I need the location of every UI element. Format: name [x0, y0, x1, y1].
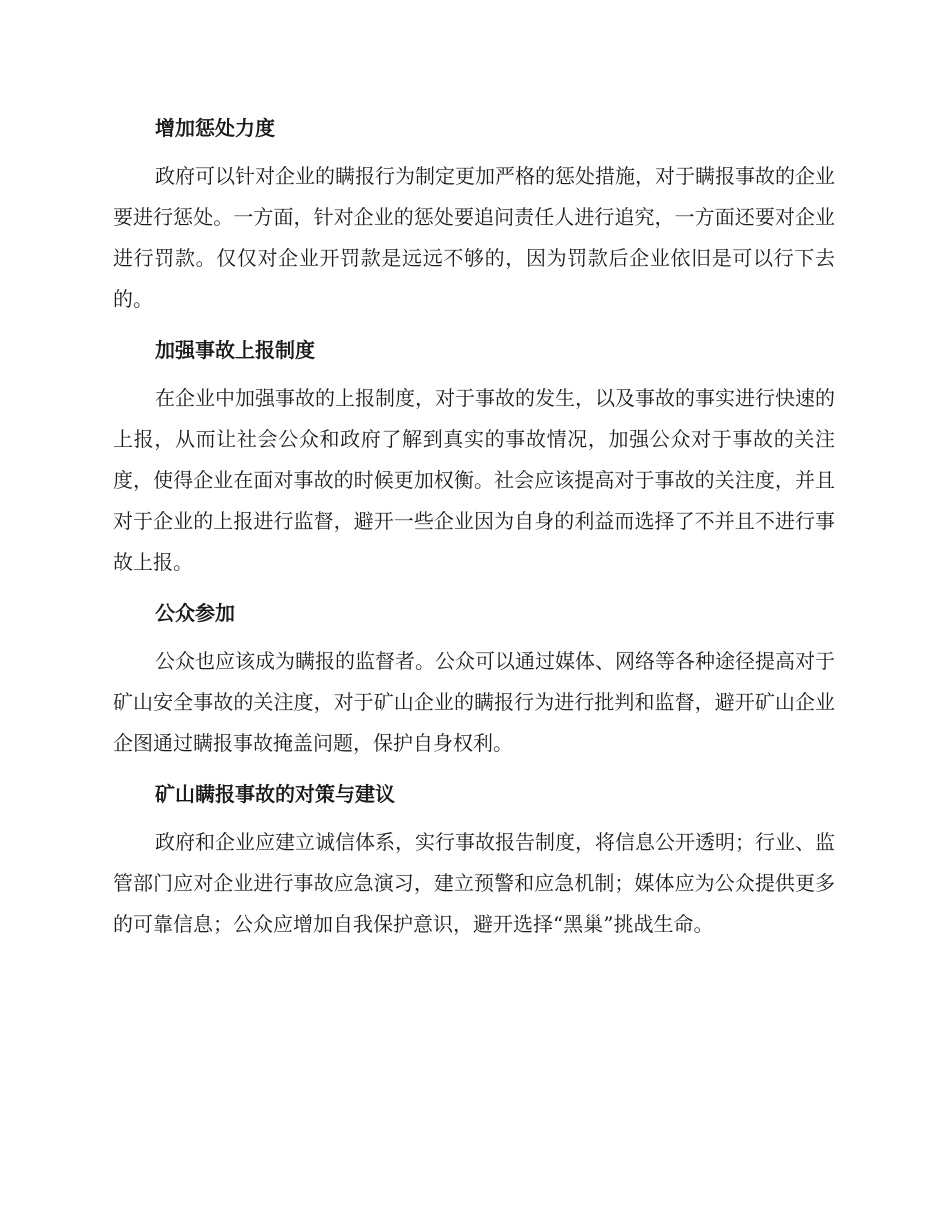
section-paragraph-reporting-system: 在企业中加强事故的上报制度，对于事故的发生，以及事故的事实进行快速的上报，从而让社会公众和政府了解到真实的事故情况，加强公众对于事故的关注度，使得企业在面对事故的时候更加权衡。社会应该提高对于事故的关注度，并且对于企业的上报进行监督，避开一些企业因为自身的利益而选择了不并且不进行事故上报。 — [113, 386, 835, 574]
section-paragraph-countermeasures: 政府和企业应建立诚信体系，实行事故报告制度，将信息公开透明；行业、监管部门应对企业进行事故应急演习，建立预警和应急机制；媒体应为公众提供更多的可靠信息；公众应增加自我保护意识，避开选择“黑巢”挑战生命。 — [113, 830, 835, 936]
section-heading-reporting-system: 加强事故上报制度 — [155, 338, 315, 362]
document-body — [113, 108, 835, 955]
section-heading-public-participation: 公众参加 — [155, 601, 235, 625]
section-paragraph-punishment: 政府可以针对企业的瞒报行为制定更加严格的惩处措施，对于瞒报事故的企业要进行惩处。一方面，针对企业的惩处要追问责任人进行追究，一方面还要对企业进行罚款。仅仅对企业开罚款是远远不够的，因为罚款后企业依旧是可以行下去的。 — [113, 164, 835, 311]
section-paragraph-public-participation: 公众也应该成为瞒报的监督者。公众可以通过媒体、网络等各种途径提高对于矿山安全事故的关注度，对于矿山企业的瞒报行为进行批判和监督，避开矿山企业企图通过瞒报事故掩盖问题，保护自身权利。 — [113, 649, 835, 755]
section-heading-punishment: 增加惩处力度 — [155, 116, 275, 140]
section-heading-countermeasures: 矿山瞒报事故的对策与建议 — [155, 782, 395, 806]
